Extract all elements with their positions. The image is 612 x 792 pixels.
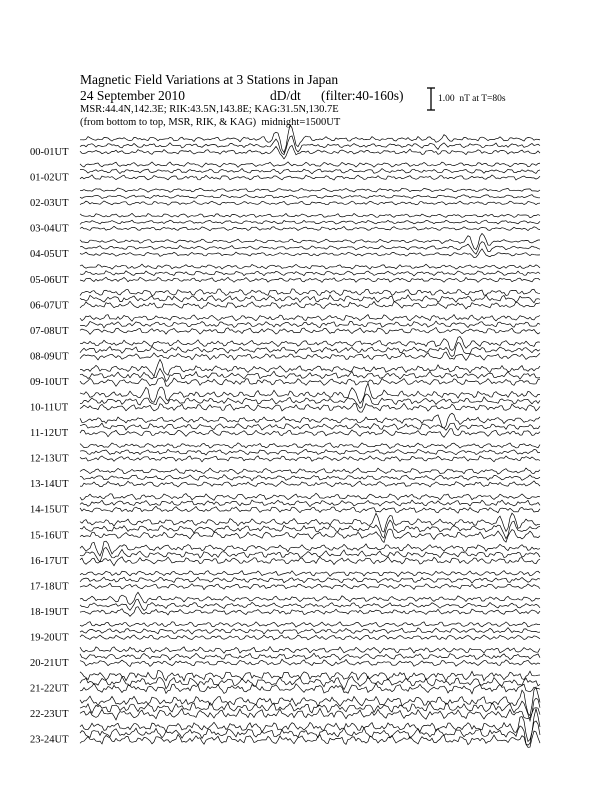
chart-title: Magnetic Field Variations at 3 Stations in Japan [80, 72, 339, 87]
trace-kag [80, 493, 540, 500]
trace-rik [80, 195, 540, 199]
hour-label: 01-02UT [30, 172, 69, 184]
trace-rik [80, 475, 540, 481]
hour-label: 06-07UT [30, 300, 69, 312]
trace-rik [80, 295, 540, 303]
trace-msr [80, 352, 540, 360]
hour-label: 09-10UT [30, 376, 69, 388]
hour-label: 11-12UT [30, 428, 69, 440]
trace-msr [80, 378, 540, 387]
trace-msr [80, 635, 540, 640]
trace-kag [80, 162, 540, 167]
trace-rik [80, 321, 540, 328]
scale-label: 1.00 nT at T=80s [438, 94, 506, 104]
hour-label: 21-22UT [30, 683, 69, 695]
trace-msr [80, 226, 540, 230]
trace-msr [80, 506, 540, 513]
hour-label: 23-24UT [30, 734, 69, 746]
trace-kag [80, 709, 540, 742]
trace-kag [80, 359, 540, 376]
trace-kag [80, 289, 540, 296]
hour-label: 10-11UT [30, 402, 69, 414]
chart-quantity: dD/dt [270, 88, 301, 103]
trace-kag [80, 468, 540, 474]
trace-msr [80, 683, 540, 693]
hour-label: 13-14UT [30, 479, 69, 491]
trace-msr [80, 145, 540, 159]
trace-rik [80, 721, 540, 745]
trace-msr [80, 557, 540, 566]
trace-kag [80, 592, 540, 604]
trace-msr [80, 328, 540, 335]
trace-rik [80, 548, 540, 562]
trace-msr [80, 659, 540, 666]
trace-msr [80, 249, 540, 258]
trace-msr [80, 301, 540, 309]
trace-msr [80, 277, 540, 282]
trace-kag [80, 233, 540, 249]
hour-label: 07-08UT [30, 325, 69, 337]
trace-msr [80, 403, 540, 412]
trace-kag [80, 647, 540, 654]
trace-rik [80, 653, 540, 660]
trace-kag [80, 541, 540, 556]
trace-msr [80, 175, 540, 180]
hour-label: 08-09UT [30, 351, 69, 363]
trace-msr [80, 607, 540, 617]
hour-label: 20-21UT [30, 658, 69, 669]
hour-label: 03-04UT [30, 223, 69, 235]
trace-kag [80, 513, 540, 532]
trace-rik [80, 599, 540, 610]
trace-kag [80, 670, 540, 681]
trace-msr [80, 481, 540, 487]
trace-kag [80, 213, 540, 217]
trace-msr [80, 583, 540, 589]
hour-label: 18-19UT [30, 606, 69, 618]
trace-kag [80, 443, 540, 449]
trace-kag [80, 622, 540, 627]
hour-label: 22-23UT [30, 709, 69, 721]
trace-rik [80, 423, 540, 430]
trace-kag [80, 188, 540, 192]
hour-label: 16-17UT [30, 555, 69, 567]
trace-msr [80, 529, 540, 543]
trace-msr [80, 429, 540, 438]
station-coordinates: MSR:44.4N,142.3E; RIK:43.5N,143.8E; KAG:31.5N,130.7E [80, 104, 339, 115]
trace-rik [80, 271, 540, 276]
station-order-note: (from bottom to top, MSR, RIK, & KAG) midnight=1500UT [80, 117, 341, 128]
chart-date: 24 September 2010 [80, 88, 185, 103]
trace-rik [80, 449, 540, 455]
trace-kag [80, 315, 540, 322]
hour-label: 14-15UT [30, 504, 69, 516]
trace-msr [80, 456, 540, 462]
trace-kag [80, 264, 540, 269]
trace-kag [80, 125, 540, 153]
trace-rik [80, 220, 540, 224]
trace-msr [80, 201, 540, 205]
hour-label: 04-05UT [30, 249, 69, 261]
hour-label: 00-01UT [30, 147, 69, 158]
chart-filter: (filter:40-160s) [321, 88, 404, 103]
hour-label: 15-16UT [30, 530, 69, 542]
trace-rik [80, 169, 540, 174]
trace-rik [80, 242, 540, 255]
trace-rik [80, 577, 540, 583]
hour-label: 02-03UT [30, 198, 69, 210]
hour-label: 17-18UT [30, 581, 69, 593]
trace-rik [80, 500, 540, 507]
hour-label: 05-06UT [30, 274, 69, 286]
trace-rik [80, 628, 540, 634]
trace-msr [80, 708, 540, 720]
hour-label: 19-20UT [30, 632, 69, 644]
trace-kag [80, 571, 540, 577]
hour-label: 12-13UT [30, 453, 69, 465]
